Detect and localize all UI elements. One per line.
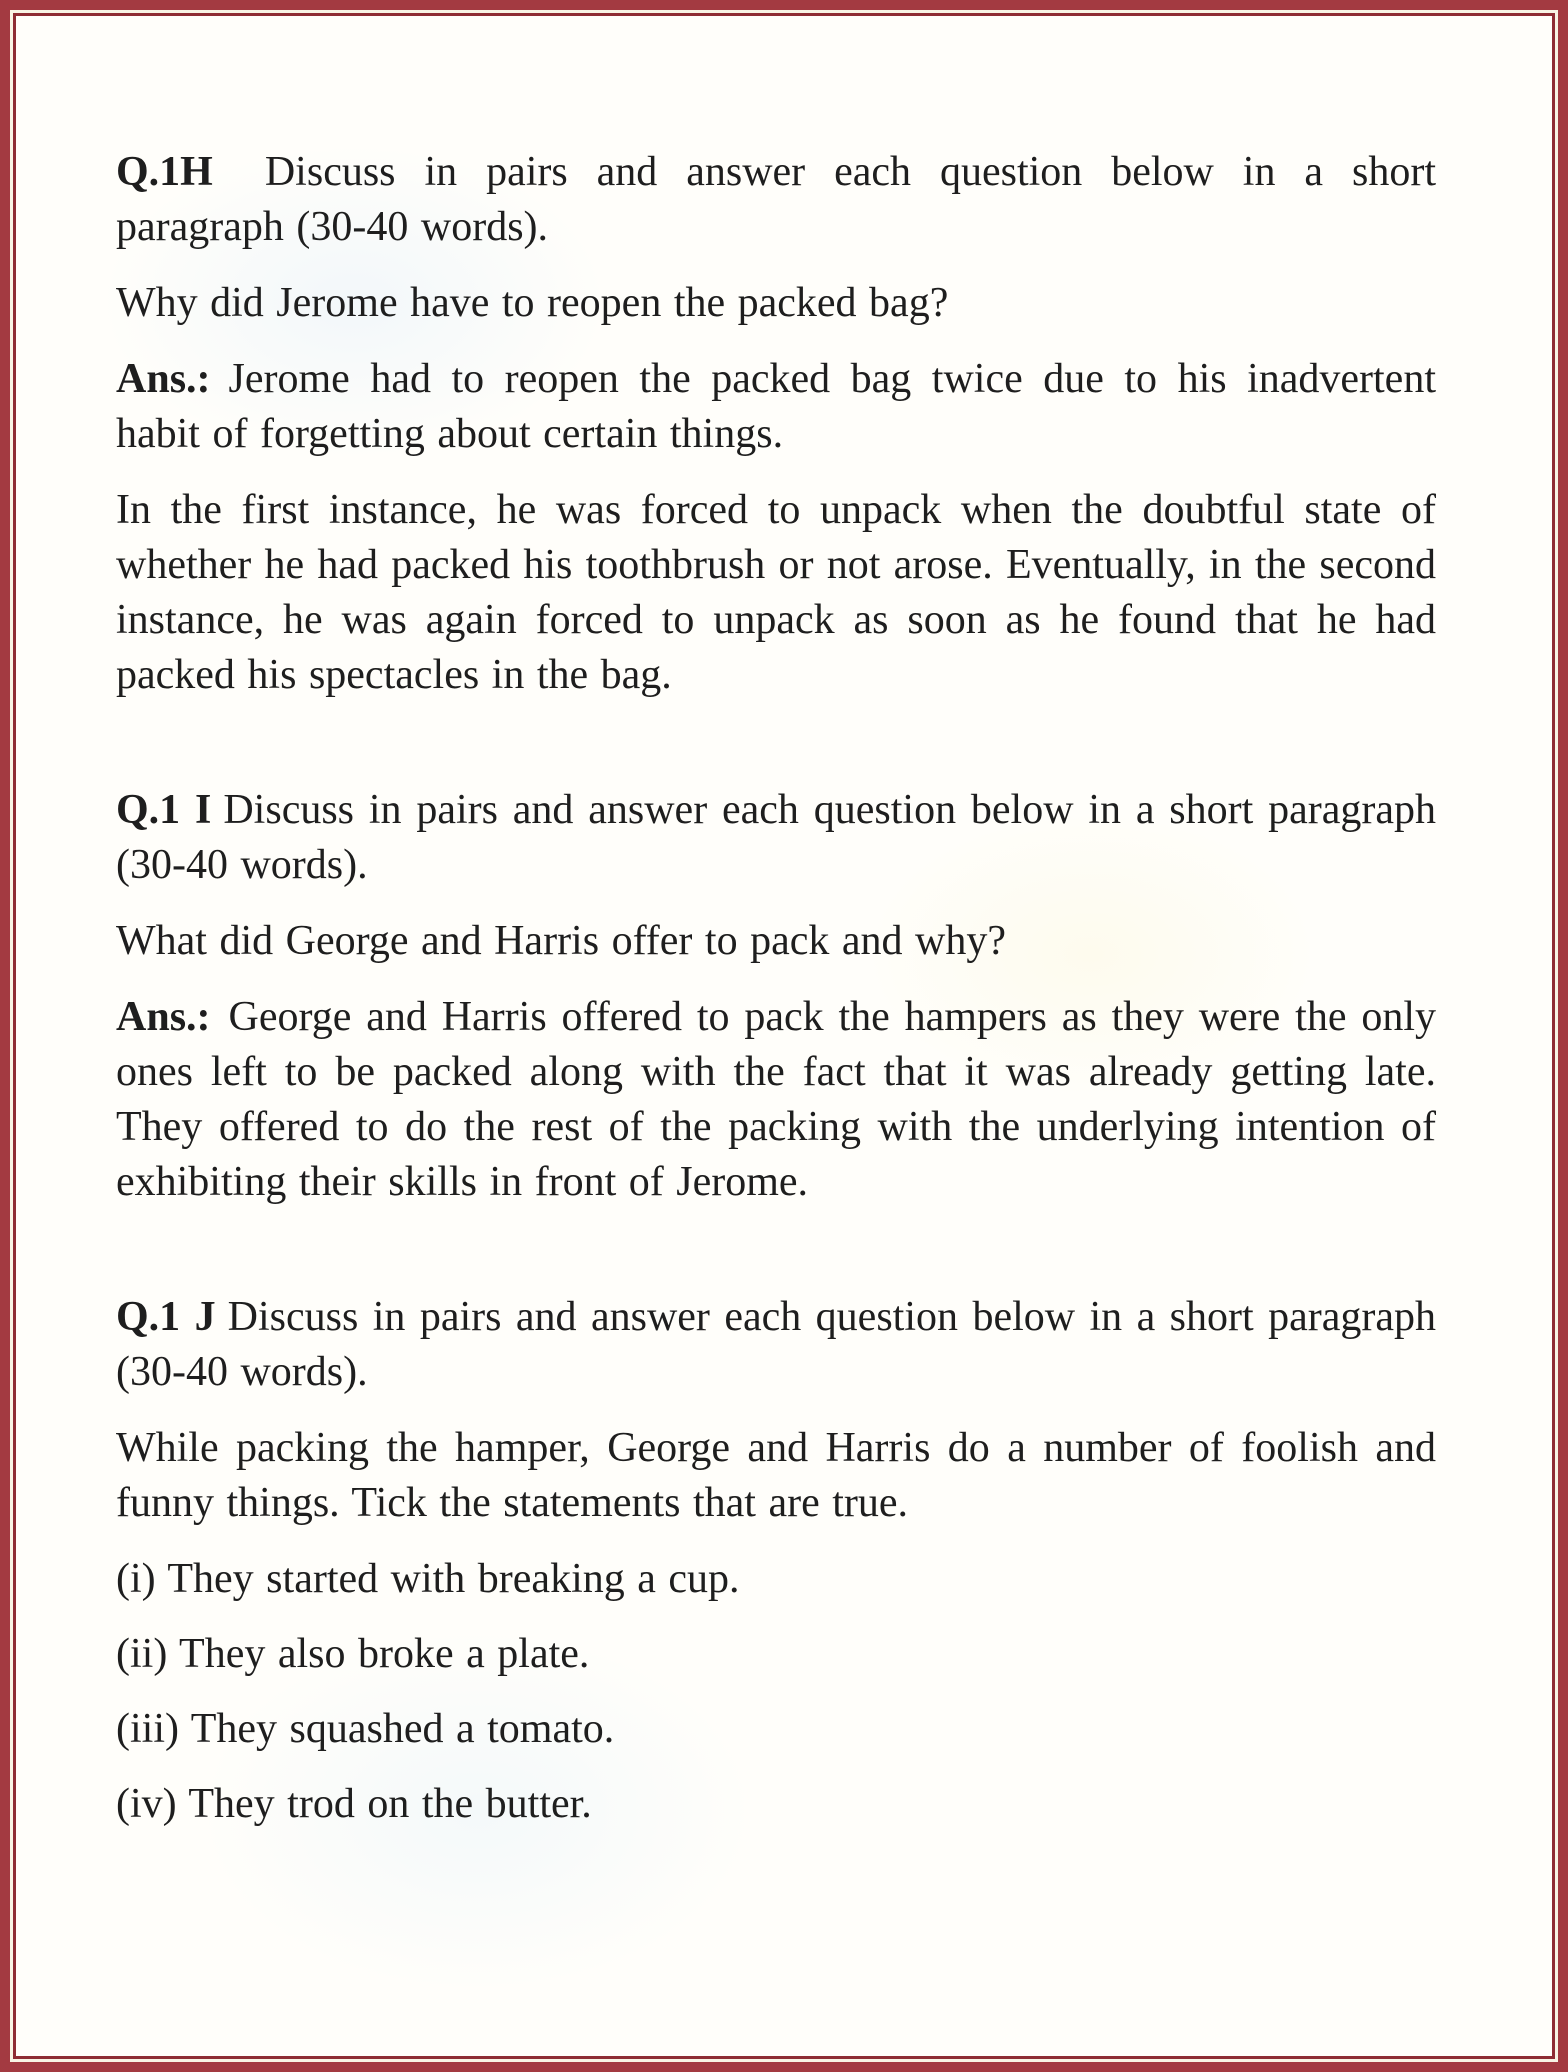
- statement-intro: While packing the hamper, George and Harris do a number of foolish and funny things. Tick the statements that are true.: [116, 1425, 1436, 1526]
- question-number-label: Q.1 I: [116, 787, 212, 833]
- answer-text: George and Harris offered to pack the hampers as they were the only ones left to be packed along with the fact that it was already getting late. They offered to do the rest of the packing with the underlying intention of exhibiting their skills in front of Jerome.: [116, 994, 1436, 1205]
- section-q1h: [116, 145, 1436, 703]
- answer-continued-paragraph: In the first instance, he was forced to unpack when the doubtful state of whether he had packed his toothbrush or not arose. Eventually, in the second instance, he was again forced to unpack as soon as he found that he had packed his spectacles in the bag.: [116, 487, 1436, 698]
- question-heading: [116, 145, 1436, 255]
- answer-label: Ans.:: [116, 356, 211, 402]
- section-q1j: [116, 1290, 1436, 1832]
- answer-text: Jerome had to reopen the packed bag twice due to his inadvertent habit of forgetting about certain things.: [116, 356, 1436, 457]
- question-number-label: Q.1 J: [116, 1294, 216, 1340]
- statement-item-ii: (ii) They also broke a plate.: [116, 1631, 590, 1677]
- question-heading: [116, 1290, 1436, 1400]
- section-q1i: [116, 783, 1436, 1210]
- answer-paragraph: [116, 352, 1436, 462]
- question-text: What did George and Harris offer to pack and why?: [116, 918, 1006, 964]
- statement-list: [116, 1552, 1436, 1832]
- question-number-label: Q.1H: [116, 149, 213, 195]
- question-text: Why did Jerome have to reopen the packed bag?: [116, 280, 949, 326]
- page: [13, 13, 1555, 2059]
- answer-label: Ans.:: [116, 994, 211, 1040]
- statement-item-iv: (iv) They trod on the butter.: [116, 1781, 592, 1827]
- document-body: [116, 145, 1436, 1832]
- question-instruction: Discuss in pairs and answer each question below in a short paragraph (30-40 words).: [116, 1294, 1437, 1395]
- question-heading: [116, 783, 1436, 893]
- question-instruction: Discuss in pairs and answer each question below in a short paragraph (30-40 words).: [116, 149, 1436, 250]
- statement-item-iii: (iii) They squashed a tomato.: [116, 1706, 615, 1752]
- question-instruction: Discuss in pairs and answer each question below in a short paragraph (30-40 words).: [116, 787, 1437, 888]
- answer-paragraph: [116, 990, 1436, 1210]
- statement-item-i: (i) They started with breaking a cup.: [116, 1556, 740, 1602]
